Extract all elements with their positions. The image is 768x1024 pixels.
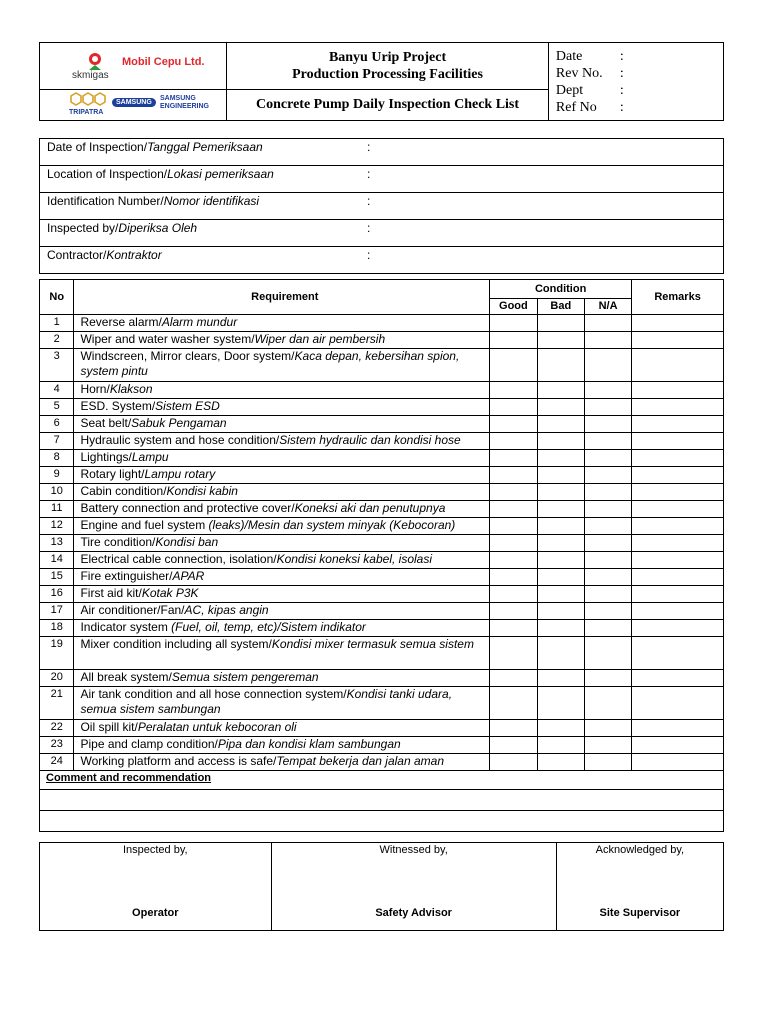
info-location-field[interactable]: : [367,166,724,193]
condition-bad-cell[interactable] [537,737,584,754]
header-na: N/A [584,299,631,315]
signature-role-safety-advisor: Safety Advisor [375,907,452,919]
info-row-inspected-by: Inspected by/Diperiksa Oleh : [40,220,724,247]
condition-na-cell[interactable] [584,382,631,399]
row-requirement: Air tank condition and all hose connection system/Kondisi tanki udara, semua sistem sambungan [74,687,490,720]
condition-na-cell[interactable] [584,737,631,754]
row-number: 13 [40,535,74,552]
condition-good-cell[interactable] [490,484,538,501]
condition-bad-cell[interactable] [537,586,584,603]
doc-title-cell [227,90,549,121]
info-row-location: Location of Inspection/Lokasi pemeriksaan : [40,166,724,193]
checklist-row [40,484,724,501]
info-row-date: Date of Inspection/Tanggal Pemeriksaan : [40,139,724,166]
condition-bad-cell[interactable] [537,754,584,771]
row-requirement: Air conditioner/Fan/AC, kipas angin [74,603,490,620]
condition-bad-cell[interactable] [537,603,584,620]
remarks-cell[interactable] [632,603,724,620]
condition-na-cell[interactable] [584,450,631,467]
row-number: 16 [40,586,74,603]
row-number: 5 [40,399,74,416]
logo-cell-top [40,43,227,90]
comment-line-2[interactable] [40,811,724,832]
remarks-cell[interactable] [632,484,724,501]
meta-rev-no: Rev No. : [555,65,624,81]
checklist-row [40,467,724,484]
condition-good-cell[interactable] [490,399,538,416]
checklist-row [40,754,724,771]
info-row-id-number: Identification Number/Nomor identifikasi : [40,193,724,220]
condition-bad-cell[interactable] [537,450,584,467]
signature-table [39,842,724,931]
signature-role-site-supervisor: Site Supervisor [599,907,681,919]
logo-cell-bottom [40,90,227,121]
row-requirement: Seat belt/Sabuk Pengaman [74,416,490,433]
row-requirement: Tire condition/Kondisi ban [74,535,490,552]
meta-dept: Dept : [555,82,624,98]
condition-bad-cell[interactable] [537,501,584,518]
checklist-row [40,450,724,467]
row-number: 24 [40,754,74,771]
condition-na-cell[interactable] [584,433,631,450]
row-requirement: Windscreen, Mirror clears, Door system/Kaca depan, kebersihan spion, system pintu [74,349,490,382]
condition-bad-cell[interactable] [537,637,584,670]
remarks-cell[interactable] [632,518,724,535]
condition-na-cell[interactable] [584,603,631,620]
row-number: 18 [40,620,74,637]
condition-bad-cell[interactable] [537,569,584,586]
row-requirement: Electrical cable connection, isolation/Kondisi koneksi kabel, isolasi [74,552,490,569]
condition-good-cell[interactable] [490,535,538,552]
condition-good-cell[interactable] [490,501,538,518]
condition-bad-cell[interactable] [537,433,584,450]
condition-bad-cell[interactable] [537,416,584,433]
header-good: Good [490,299,538,315]
condition-bad-cell[interactable] [537,670,584,687]
condition-good-cell[interactable] [490,467,538,484]
remarks-cell[interactable] [632,399,724,416]
condition-good-cell[interactable] [490,620,538,637]
remarks-cell[interactable] [632,620,724,637]
mobil-cepu-logo-text: Mobil Cepu Ltd. [122,56,205,68]
facility-name: Production Processing Facilities [292,67,483,82]
condition-na-cell[interactable] [584,315,631,332]
condition-na-cell[interactable] [584,501,631,518]
row-number: 9 [40,467,74,484]
row-requirement: Battery connection and protective cover/Koneksi aki dan penutupnya [74,501,490,518]
remarks-cell[interactable] [632,467,724,484]
comment-label: Comment and recommendation [40,771,724,790]
document-meta [548,43,723,121]
condition-bad-cell[interactable] [537,315,584,332]
condition-na-cell[interactable] [584,467,631,484]
checklist-row [40,670,724,687]
row-requirement: Rotary light/Lampu rotary [74,467,490,484]
checklist-table [39,279,724,832]
header-condition: Condition [490,280,632,299]
row-number: 20 [40,670,74,687]
remarks-cell[interactable] [632,433,724,450]
row-requirement: Mixer condition including all system/Kondisi mixer termasuk semua sistem [74,637,490,670]
condition-na-cell[interactable] [584,332,631,349]
info-row-contractor: Contractor/Kontraktor : [40,247,724,274]
remarks-cell[interactable] [632,586,724,603]
row-requirement: Wiper and water washer system/Wiper dan air pembersih [74,332,490,349]
row-number: 8 [40,450,74,467]
condition-na-cell[interactable] [584,416,631,433]
condition-na-cell[interactable] [584,586,631,603]
header-requirement: Requirement [74,280,490,315]
condition-good-cell[interactable] [490,433,538,450]
header-bad: Bad [537,299,584,315]
remarks-cell[interactable] [632,569,724,586]
checklist-row [40,637,724,670]
condition-bad-cell[interactable] [537,349,584,382]
info-id-number-field[interactable]: : [367,193,724,220]
row-number: 1 [40,315,74,332]
row-number: 22 [40,720,74,737]
remarks-cell[interactable] [632,315,724,332]
remarks-cell[interactable] [632,687,724,720]
row-requirement: ESD. System/Sistem ESD [74,399,490,416]
condition-good-cell[interactable] [490,518,538,535]
row-requirement: Fire extinguisher/APAR [74,569,490,586]
row-requirement: Reverse alarm/Alarm mundur [74,315,490,332]
condition-good-cell[interactable] [490,603,538,620]
row-number: 6 [40,416,74,433]
condition-bad-cell[interactable] [537,720,584,737]
condition-good-cell[interactable] [490,416,538,433]
header-no: No [40,280,74,315]
row-requirement: Pipe and clamp condition/Pipa dan kondisi klam sambungan [74,737,490,754]
condition-na-cell[interactable] [584,720,631,737]
row-number: 17 [40,603,74,620]
tripatra-logo-icon [70,92,106,110]
row-requirement: Oil spill kit/Peralatan untuk kebocoran oli [74,720,490,737]
samsung-engineering-text: ENGINEERING [160,103,210,110]
checklist-row [40,416,724,433]
remarks-cell[interactable] [632,720,724,737]
remarks-cell[interactable] [632,382,724,399]
checklist-row [40,535,724,552]
condition-na-cell[interactable] [584,518,631,535]
signature-inspected[interactable]: Inspected by, Operator [40,843,272,931]
condition-na-cell[interactable] [584,552,631,569]
comment-line-1[interactable] [40,790,724,811]
row-number: 15 [40,569,74,586]
condition-bad-cell[interactable] [537,382,584,399]
checklist-row [40,518,724,535]
info-inspected-by-field[interactable]: : [367,220,724,247]
remarks-cell[interactable] [632,416,724,433]
condition-na-cell[interactable] [584,569,631,586]
remarks-cell[interactable] [632,501,724,518]
condition-good-cell[interactable] [490,720,538,737]
remarks-cell[interactable] [632,349,724,382]
remarks-cell[interactable] [632,552,724,569]
condition-na-cell[interactable] [584,687,631,720]
inspection-info [39,138,724,274]
condition-na-cell[interactable] [584,637,631,670]
condition-good-cell[interactable] [490,737,538,754]
project-name: Banyu Urip Project [328,50,447,65]
row-requirement: Engine and fuel system (leaks)/Mesin dan system minyak (Kebocoran) [74,518,490,535]
condition-na-cell[interactable] [584,484,631,501]
row-number: 23 [40,737,74,754]
skmigas-logo-text: skmigas [72,70,109,81]
row-number: 4 [40,382,74,399]
condition-good-cell[interactable] [490,586,538,603]
signature-witnessed[interactable]: Witnessed by, Safety Advisor [271,843,556,931]
signature-role-operator: Operator [132,907,179,919]
condition-na-cell[interactable] [584,754,631,771]
condition-good-cell[interactable] [490,569,538,586]
condition-na-cell[interactable] [584,670,631,687]
remarks-cell[interactable] [632,754,724,771]
meta-date: Date : [555,48,624,64]
checklist-row [40,620,724,637]
checklist-row [40,433,724,450]
signature-acknowledged[interactable]: Acknowledged by, Site Supervisor [556,843,723,931]
info-contractor-field[interactable]: : [367,247,724,274]
condition-na-cell[interactable] [584,620,631,637]
info-date-field[interactable]: : [367,139,724,166]
row-requirement: Lightings/Lampu [74,450,490,467]
condition-bad-cell[interactable] [537,620,584,637]
checklist-row [40,332,724,349]
row-number: 3 [40,349,74,382]
skmigas-logo-icon [80,49,110,71]
condition-bad-cell[interactable] [537,687,584,720]
checklist-row [40,720,724,737]
remarks-cell[interactable] [632,670,724,687]
condition-good-cell[interactable] [490,332,538,349]
remarks-cell[interactable] [632,332,724,349]
checklist-row [40,687,724,720]
checklist-row [40,501,724,518]
checklist-row [40,569,724,586]
checklist-row [40,315,724,332]
row-requirement: Cabin condition/Kondisi kabin [74,484,490,501]
row-requirement: Indicator system (Fuel, oil, temp, etc)/Sistem indikator [74,620,490,637]
row-number: 19 [40,637,74,670]
row-number: 2 [40,332,74,349]
condition-na-cell[interactable] [584,535,631,552]
project-title-cell [227,43,549,90]
condition-good-cell[interactable] [490,552,538,569]
checklist-row [40,603,724,620]
checklist-row [40,399,724,416]
condition-bad-cell[interactable] [537,467,584,484]
remarks-cell[interactable] [632,737,724,754]
condition-good-cell[interactable] [490,670,538,687]
row-number: 11 [40,501,74,518]
header-remarks: Remarks [632,280,724,315]
condition-good-cell[interactable] [490,754,538,771]
samsung-top-label: SAMSUNG [160,95,196,102]
condition-good-cell[interactable] [490,687,538,720]
condition-bad-cell[interactable] [537,484,584,501]
condition-good-cell[interactable] [490,382,538,399]
condition-bad-cell[interactable] [537,332,584,349]
condition-bad-cell[interactable] [537,518,584,535]
row-number: 7 [40,433,74,450]
row-requirement: First aid kit/Kotak P3K [74,586,490,603]
row-requirement: All break system/Semua sistem pengereman [74,670,490,687]
row-number: 21 [40,687,74,720]
document-header [39,42,724,121]
checklist-row [40,737,724,754]
remarks-cell[interactable] [632,637,724,670]
row-number: 14 [40,552,74,569]
checklist-row [40,552,724,569]
tripatra-logo-text: TRIPATRA [69,109,104,116]
row-number: 12 [40,518,74,535]
remarks-cell[interactable] [632,535,724,552]
doc-title: Concrete Pump Daily Inspection Check List [256,97,520,112]
meta-ref-no: Ref No : [555,99,624,115]
condition-good-cell[interactable] [490,637,538,670]
condition-bad-cell[interactable] [537,552,584,569]
remarks-cell[interactable] [632,450,724,467]
row-requirement: Working platform and access is safe/Tempat bekerja dan jalan aman [74,754,490,771]
condition-bad-cell[interactable] [537,399,584,416]
checklist-row [40,382,724,399]
condition-good-cell[interactable] [490,315,538,332]
row-requirement: Hydraulic system and hose condition/Sistem hydraulic dan kondisi hose [74,433,490,450]
row-requirement: Horn/Klakson [74,382,490,399]
condition-na-cell[interactable] [584,349,631,382]
condition-na-cell[interactable] [584,399,631,416]
condition-good-cell[interactable] [490,450,538,467]
samsung-logo-badge: SAMSUNG [112,98,156,107]
condition-good-cell[interactable] [490,349,538,382]
row-number: 10 [40,484,74,501]
checklist-row [40,586,724,603]
condition-bad-cell[interactable] [537,535,584,552]
checklist-row [40,349,724,382]
